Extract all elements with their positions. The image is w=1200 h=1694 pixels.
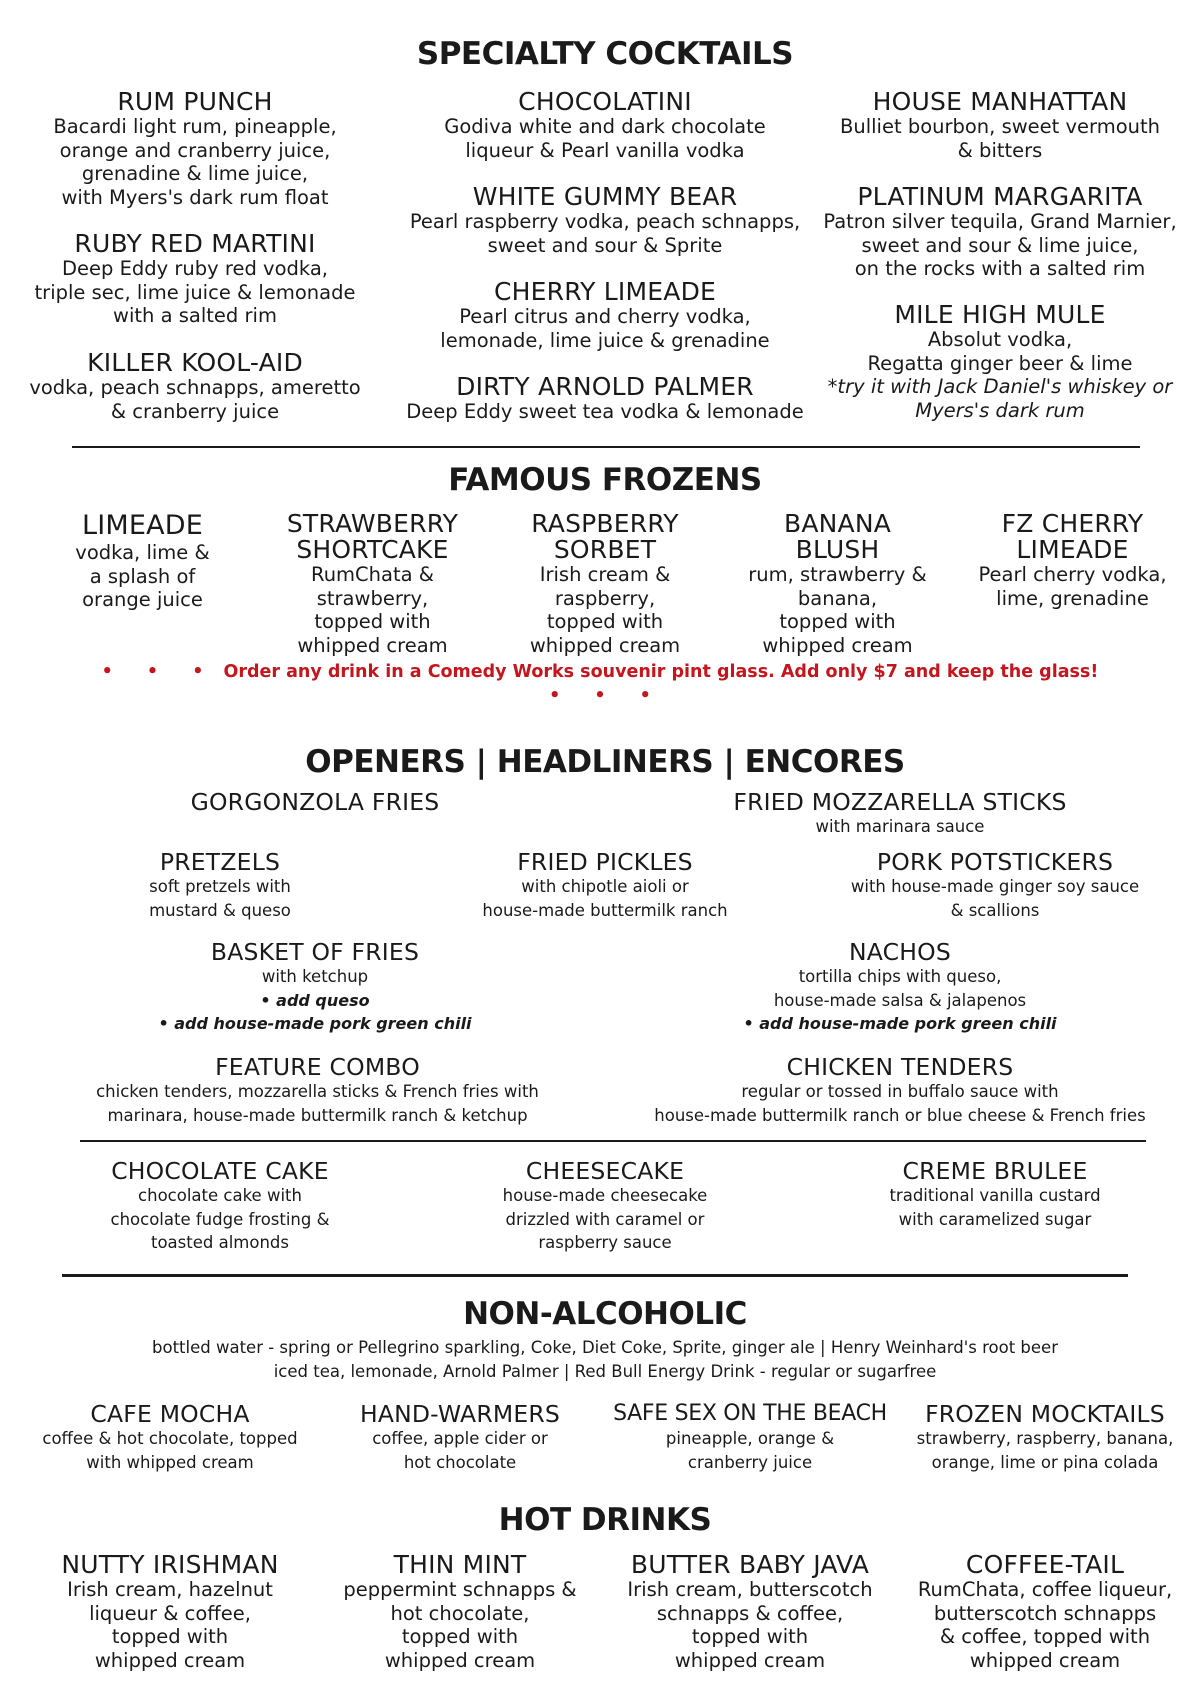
item-description: Absolut vodka, Regatta ginger beer & lime [867, 328, 1133, 375]
item-name: RUM PUNCH [117, 87, 273, 116]
non-alcoholic-item-hand-warmers [330, 1401, 590, 1474]
item-description: chocolate cake with chocolate fudge frosting & toasted almonds [110, 1186, 330, 1252]
food-item-fried-pickles [450, 849, 760, 922]
food-section-title: OPENERS | HEADLINERS | ENCORES [305, 744, 905, 780]
item-description: house-made cheesecake drizzled with caramel or raspberry sauce [502, 1186, 708, 1252]
non-alcoholic-beverages-line: iced tea, lemonade, Arnold Palmer | Red Bull Energy Drink - regular or sugarfree [273, 1362, 937, 1381]
food-item-pretzels [80, 849, 360, 922]
item-description: soft pretzels with mustard & queso [149, 877, 291, 920]
food-item-nachos [700, 939, 1100, 1036]
menu-item-mile-high-mule [815, 302, 1185, 422]
non-alcoholic-beverages-line: bottled water - spring or Pellegrino sparkling, Coke, Diet Coke, Sprite, ginger ale | Henry Weinhard's root beer [152, 1338, 1058, 1357]
promo-dots-left: • • • [101, 662, 218, 682]
frozen-item-limeade [40, 511, 245, 612]
item-name: THIN MINT [393, 1550, 527, 1579]
food-item-fried-mozzarella-sticks [690, 789, 1110, 839]
food-item-feature-combo [70, 1054, 565, 1127]
menu-item-killer-kool-aid [20, 350, 370, 423]
item-name: FROZEN MOCKTAILS [925, 1400, 1165, 1428]
non-alcoholic-title: NON-ALCOHOLIC [463, 1296, 747, 1332]
item-name: MILE HIGH MULE [894, 300, 1106, 329]
section-divider [62, 1274, 1128, 1277]
item-name: CHICKEN TENDERS [786, 1053, 1014, 1081]
menu-item-white-gummy-bear [390, 184, 820, 257]
item-name: FRIED PICKLES [517, 848, 693, 876]
add-on-option: • add house-made pork green chili [743, 1014, 1057, 1033]
item-name: PRETZELS [159, 848, 281, 876]
item-description: Bulliet bourbon, sweet vermouth & bitters [839, 115, 1161, 162]
menu-item-cherry-limeade [390, 279, 820, 352]
food-item-basket-of-fries [130, 939, 500, 1036]
menu-item-dirty-arnold-palmer [390, 374, 820, 424]
item-name: RASPBERRY SORBET [531, 509, 679, 564]
frozen-item-fz-cherry-limeade [960, 511, 1185, 610]
item-description: Patron silver tequila, Grand Marnier, sweet and sour & lime juice, on the rocks with a salted rim [823, 210, 1177, 280]
item-note: *try it with Jack Daniel's whiskey or Myers's dark rum [827, 375, 1173, 422]
item-name: GORGONZOLA FRIES [190, 788, 440, 816]
add-on-option: • add house-made pork green chili [158, 1014, 472, 1033]
item-name: CHOCOLATE CAKE [111, 1157, 329, 1185]
promo-dots-right: • • • [549, 686, 665, 706]
hot-drink-item-nutty-irishman [30, 1552, 310, 1672]
section-divider [72, 446, 1140, 448]
frozen-item-raspberry-sorbet [490, 511, 720, 657]
item-description: chicken tenders, mozzarella sticks & French fries with marinara, house-made buttermilk ranch & ketchup [96, 1082, 539, 1125]
dessert-item-chocolate-cake [80, 1158, 360, 1255]
dessert-item-cheesecake [465, 1158, 745, 1255]
item-name: SAFE SEX ON THE BEACH [613, 1401, 887, 1426]
item-description: regular or tossed in buffalo sauce with house-made buttermilk ranch or blue cheese & French fries [654, 1082, 1146, 1125]
item-name: FEATURE COMBO [215, 1053, 420, 1081]
item-name: HOUSE MANHATTAN [872, 87, 1128, 116]
item-description: strawberry, raspberry, banana, orange, lime or pina colada [916, 1429, 1174, 1472]
food-item-gorgonzola-fries [140, 789, 490, 815]
item-description: vodka, peach schnapps, ameretto & cranberry juice [29, 376, 361, 423]
item-name: STRAWBERRY SHORTCAKE [286, 509, 459, 564]
item-description: RumChata, coffee liqueur, butterscotch schnapps & coffee, topped with whipped cream [917, 1578, 1173, 1672]
item-name: CREME BRULEE [902, 1157, 1088, 1185]
item-description: with ketchup [261, 967, 369, 986]
menu-item-rum-punch [20, 89, 370, 209]
item-name: PLATINUM MARGARITA [857, 182, 1143, 211]
menu-item-platinum-margarita [815, 184, 1185, 281]
item-description: Pearl cherry vodka, lime, grenadine [978, 563, 1167, 610]
hot-drinks-title: HOT DRINKS [498, 1502, 712, 1538]
item-description: coffee, apple cider or hot chocolate [372, 1429, 548, 1472]
menu-item-chocolatini [390, 89, 820, 162]
item-description: rum, strawberry & banana, topped with whipped cream [748, 563, 927, 657]
dessert-item-creme-brulee [845, 1158, 1145, 1231]
specialty-cocktails-title: SPECIALTY COCKTAILS [416, 36, 794, 72]
item-name: NUTTY IRISHMAN [61, 1550, 279, 1579]
frozen-item-strawberry-shortcake [255, 511, 490, 657]
item-description: Godiva white and dark chocolate liqueur & Pearl vanilla vodka [444, 115, 766, 162]
menu-item-house-manhattan [815, 89, 1185, 162]
item-name: CHOCOLATINI [518, 87, 692, 116]
item-description: tortilla chips with queso, house-made salsa & jalapenos [773, 967, 1027, 1010]
item-description: Pearl raspberry vodka, peach schnapps, sweet and sour & Sprite [409, 210, 801, 257]
non-alcoholic-item-frozen-mocktails [905, 1401, 1185, 1474]
souvenir-glass-promo [80, 660, 1120, 708]
item-description: coffee & hot chocolate, topped with whipped cream [42, 1429, 298, 1472]
item-description: peppermint schnapps & hot chocolate, topped with whipped cream [343, 1578, 577, 1672]
item-description: Deep Eddy sweet tea vodka & lemonade [406, 400, 804, 423]
frozen-item-banana-blush [720, 511, 955, 657]
item-name: BUTTER BABY JAVA [630, 1550, 870, 1579]
item-description: Bacardi light rum, pineapple, orange and cranberry juice, grenadine & lime juice, with Myers's dark rum float [53, 115, 337, 209]
item-name: BASKET OF FRIES [210, 938, 420, 966]
item-description: with chipotle aioli or house-made buttermilk ranch [482, 877, 728, 920]
hot-drink-item-butter-baby-java [605, 1552, 895, 1672]
food-item-pork-potstickers [810, 849, 1180, 922]
item-description: traditional vanilla custard with caramelized sugar [889, 1186, 1101, 1229]
item-name: DIRTY ARNOLD PALMER [456, 372, 754, 401]
item-description: RumChata & strawberry, topped with whipped cream [297, 563, 448, 657]
non-alcoholic-item-safe-sex-on-the-beach [605, 1401, 895, 1474]
promo-text: Order any drink in a Comedy Works souvenir pint glass. Add only $7 and keep the glass! [223, 662, 1099, 682]
food-item-chicken-tenders [640, 1054, 1160, 1127]
item-name: CHEESECAKE [525, 1157, 685, 1185]
item-description: Irish cream & raspberry, topped with whipped cream [529, 563, 681, 657]
item-description: with marinara sauce [815, 817, 985, 836]
non-alcoholic-item-cafe-mocha [30, 1401, 310, 1474]
famous-frozens-title: FAMOUS FROZENS [448, 462, 762, 498]
item-name: KILLER KOOL-AID [87, 348, 303, 377]
item-name: NACHOS [849, 938, 951, 966]
item-name: PORK POTSTICKERS [876, 848, 1114, 876]
item-name: WHITE GUMMY BEAR [472, 182, 738, 211]
item-name: FRIED MOZZARELLA STICKS [733, 788, 1067, 816]
hot-drink-item-thin-mint [320, 1552, 600, 1672]
item-name: CHERRY LIMEADE [493, 277, 717, 306]
item-description: Pearl citrus and cherry vodka, lemonade, lime juice & grenadine [440, 305, 770, 352]
item-description: Irish cream, hazelnut liqueur & coffee, topped with whipped cream [67, 1578, 273, 1672]
item-description: pineapple, orange & cranberry juice [665, 1429, 835, 1472]
item-description: Deep Eddy ruby red vodka, triple sec, lime juice & lemonade with a salted rim [34, 257, 356, 327]
menu-item-ruby-red-martini [20, 231, 370, 328]
item-description: vodka, lime & a splash of orange juice [75, 541, 210, 611]
item-name: BANANA BLUSH [783, 509, 892, 564]
item-name: CAFE MOCHA [90, 1400, 250, 1428]
item-name: COFFEE-TAIL [965, 1550, 1125, 1579]
add-on-option: • add queso [260, 990, 370, 1010]
item-description: with house-made ginger soy sauce & scallions [850, 877, 1140, 920]
item-name: HAND-WARMERS [359, 1400, 561, 1428]
item-name: LIMEADE [81, 510, 204, 541]
section-divider [80, 1140, 1146, 1142]
hot-drink-item-coffee-tail [900, 1552, 1190, 1672]
item-name: RUBY RED MARTINI [74, 229, 316, 258]
item-description: Irish cream, butterscotch schnapps & coffee, topped with whipped cream [627, 1578, 873, 1672]
item-name: FZ CHERRY LIMEADE [1001, 509, 1144, 564]
